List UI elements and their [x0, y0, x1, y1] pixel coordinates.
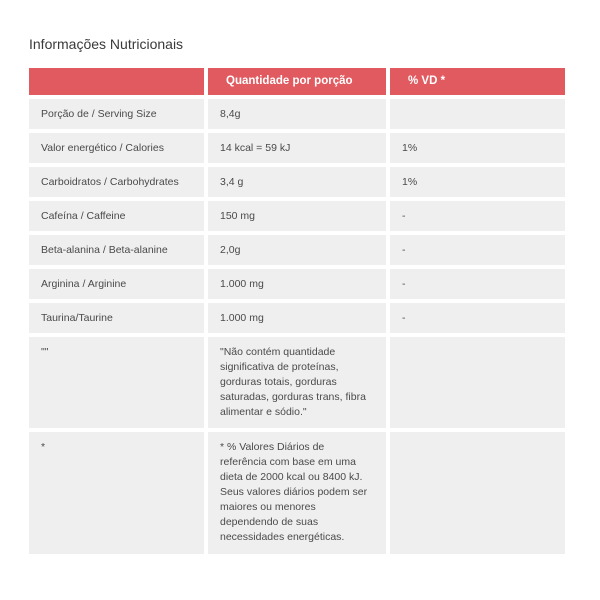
header-cell-label [29, 68, 204, 95]
note-label: "" [29, 337, 204, 428]
row-amount: 14 kcal = 59 kJ [208, 133, 386, 163]
row-amount: 1.000 mg [208, 269, 386, 299]
row-label: Porção de / Serving Size [29, 99, 204, 129]
row-amount: 8,4g [208, 99, 386, 129]
row-vd [390, 99, 565, 129]
row-label: Taurina/Taurine [29, 303, 204, 333]
page-title: Informações Nutricionais [29, 36, 184, 52]
note-vd [390, 432, 565, 554]
table-row [29, 99, 565, 129]
row-vd: - [390, 303, 565, 333]
row-amount: 3,4 g [208, 167, 386, 197]
note-text: "Não contém quantidade significativa de proteínas, gorduras totais, gorduras saturadas, gorduras trans, fibra alimentar e sódio." [208, 337, 386, 428]
table-row [29, 201, 565, 231]
row-vd: - [390, 201, 565, 231]
row-vd: 1% [390, 133, 565, 163]
row-amount: 2,0g [208, 235, 386, 265]
row-label: Carboidratos / Carbohydrates [29, 167, 204, 197]
table-note-row [29, 432, 565, 554]
row-label: Cafeína / Caffeine [29, 201, 204, 231]
nutrition-table [29, 68, 565, 558]
header-cell-amount: Quantidade por porção [208, 68, 386, 95]
note-text: * % Valores Diários de referência com base em uma dieta de 2000 kcal ou 8400 kJ. Seus valores diários podem ser maiores ou menores dependendo de suas necessidades energéticas. [208, 432, 386, 554]
row-amount: 1.000 mg [208, 303, 386, 333]
table-row [29, 269, 565, 299]
table-row [29, 133, 565, 163]
note-label: * [29, 432, 204, 554]
row-vd: 1% [390, 167, 565, 197]
table-row [29, 235, 565, 265]
note-vd [390, 337, 565, 428]
table-header-row [29, 68, 565, 95]
table-note-row [29, 337, 565, 428]
row-label: Valor energético / Calories [29, 133, 204, 163]
table-row [29, 167, 565, 197]
row-vd: - [390, 235, 565, 265]
row-label: Beta-alanina / Beta-alanine [29, 235, 204, 265]
header-cell-vd: % VD * [390, 68, 565, 95]
row-amount: 150 mg [208, 201, 386, 231]
table-row [29, 303, 565, 333]
row-label: Arginina / Arginine [29, 269, 204, 299]
row-vd: - [390, 269, 565, 299]
